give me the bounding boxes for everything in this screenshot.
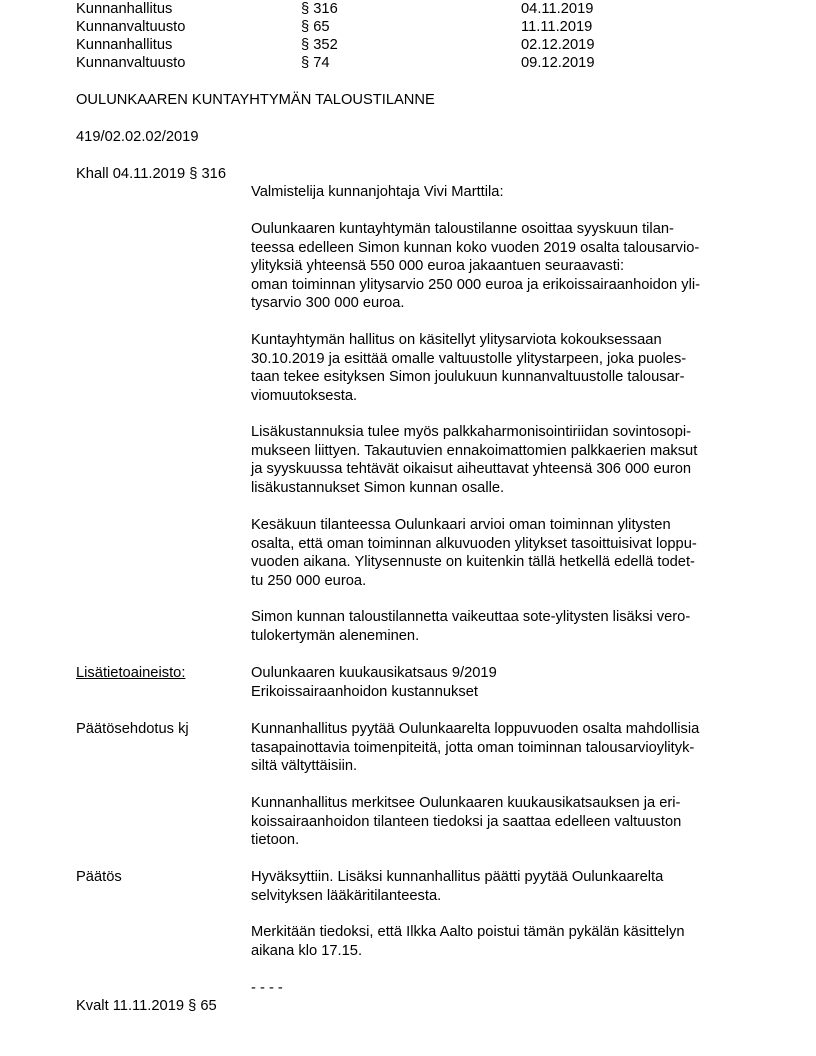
body-paragraph: Kesäkuun tilanteessa Oulunkaari arvioi oman toiminnan ylitysten osalta, että oman toiminnan alkuvuoden ylitykset tasoittuisivat loppu- vuoden aikana. Ylitysennuste on kuitenkin tällä hetkellä edellä todet- tu 250 000 euroa. (251, 517, 697, 589)
decision-paragraph: Hyväksyttiin. Lisäksi kunnanhallitus päätti pyytää Oulunkaarelta selvityksen lääkäritilanteesta. (251, 869, 664, 904)
preparer-line: Valmistelija kunnanjohtaja Vivi Marttila: (251, 184, 504, 200)
history-row (76, 36, 776, 54)
history-row (76, 54, 776, 72)
body-paragraph: Lisäkustannuksia tulee myös palkkaharmonisointiriidan sovintosopi- mukseen liittyen. Takautuvien ennakoimattomien palkkaerien maksut ja syyskuussa tehtävät oikaisut aiheuttavat yhteensä 306 000 euron lisäkustannukset Simon kunnan osalle. (251, 424, 698, 496)
history-section: § 352 (301, 37, 338, 53)
history-section: § 74 (301, 55, 330, 71)
next-meeting-reference: Kvalt 11.11.2019 § 65 (76, 998, 217, 1014)
meeting-reference: Khall 04.11.2019 § 316 (76, 166, 226, 182)
history-section: § 65 (301, 19, 330, 35)
additional-info-label: Lisätietoaineisto: (76, 665, 186, 681)
body-paragraph: Kuntayhtymän hallitus on käsitellyt ylitysarviota kokouksessaan 30.10.2019 ja esittää omalle valtuustolle ylitystarpeen, joka puoles- taan tekee esityksen Simon joulukuun kunnanvaltuustolle talousar- viomuutoksesta. (251, 332, 687, 404)
proposal-paragraph: Kunnanhallitus merkitsee Oulunkaaren kuukausikatsauksen ja eri- koissairaanhoidon tilanteen tiedoksi ja saattaa edelleen valtuuston tietoon. (251, 795, 682, 848)
decision-paragraph: Merkitään tiedoksi, että Ilkka Aalto poistui tämän pykälän käsittelyn aikana klo 17.15. (251, 924, 685, 959)
history-body: Kunnanvaltuusto (76, 55, 186, 71)
proposal-label: Päätösehdotus kj (76, 721, 189, 737)
history-date: 02.12.2019 (521, 37, 595, 53)
history-section: § 316 (301, 1, 338, 17)
additional-info-text: Oulunkaaren kuukausikatsaus 9/2019 Erikoissairaanhoidon kustannukset (251, 665, 497, 700)
record-number: 419/02.02.02/2019 (76, 129, 199, 145)
history-body: Kunnanvaltuusto (76, 19, 186, 35)
history-date: 04.11.2019 (521, 1, 594, 17)
proposal-paragraph: Kunnanhallitus pyytää Oulunkaarelta loppuvuoden osalta mahdollisia tasapainottavia toimenpiteitä, jotta oman toiminnan talousarvioylityk- siltä vältyttäisiin. (251, 721, 700, 774)
history-date: 09.12.2019 (521, 55, 595, 71)
document-title: OULUNKAAREN KUNTAYHTYMÄN TALOUSTILANNE (76, 92, 435, 108)
history-body: Kunnanhallitus (76, 1, 173, 17)
history-body: Kunnanhallitus (76, 37, 173, 53)
decision-label: Päätös (76, 869, 122, 885)
history-date: 11.11.2019 (521, 19, 593, 35)
history-row (76, 0, 776, 18)
body-paragraph: Simon kunnan taloustilannetta vaikeuttaa sote-ylitysten lisäksi vero- tulokertymän aleneminen. (251, 609, 691, 644)
history-row (76, 18, 776, 36)
separator: - - - - (251, 980, 283, 996)
body-paragraph: Oulunkaaren kuntayhtymän taloustilanne osoittaa syyskuun tilan- teessa edelleen Simon kunnan koko vuoden 2019 osalta talousarvio- ylityksiä yhteensä 550 000 euroa jakaantuen seuraavasti: oman toiminnan ylitysarvio 250 000 euroa ja erikoissairaanhoidon yli- tysarvio 300 000 euroa. (251, 221, 701, 311)
